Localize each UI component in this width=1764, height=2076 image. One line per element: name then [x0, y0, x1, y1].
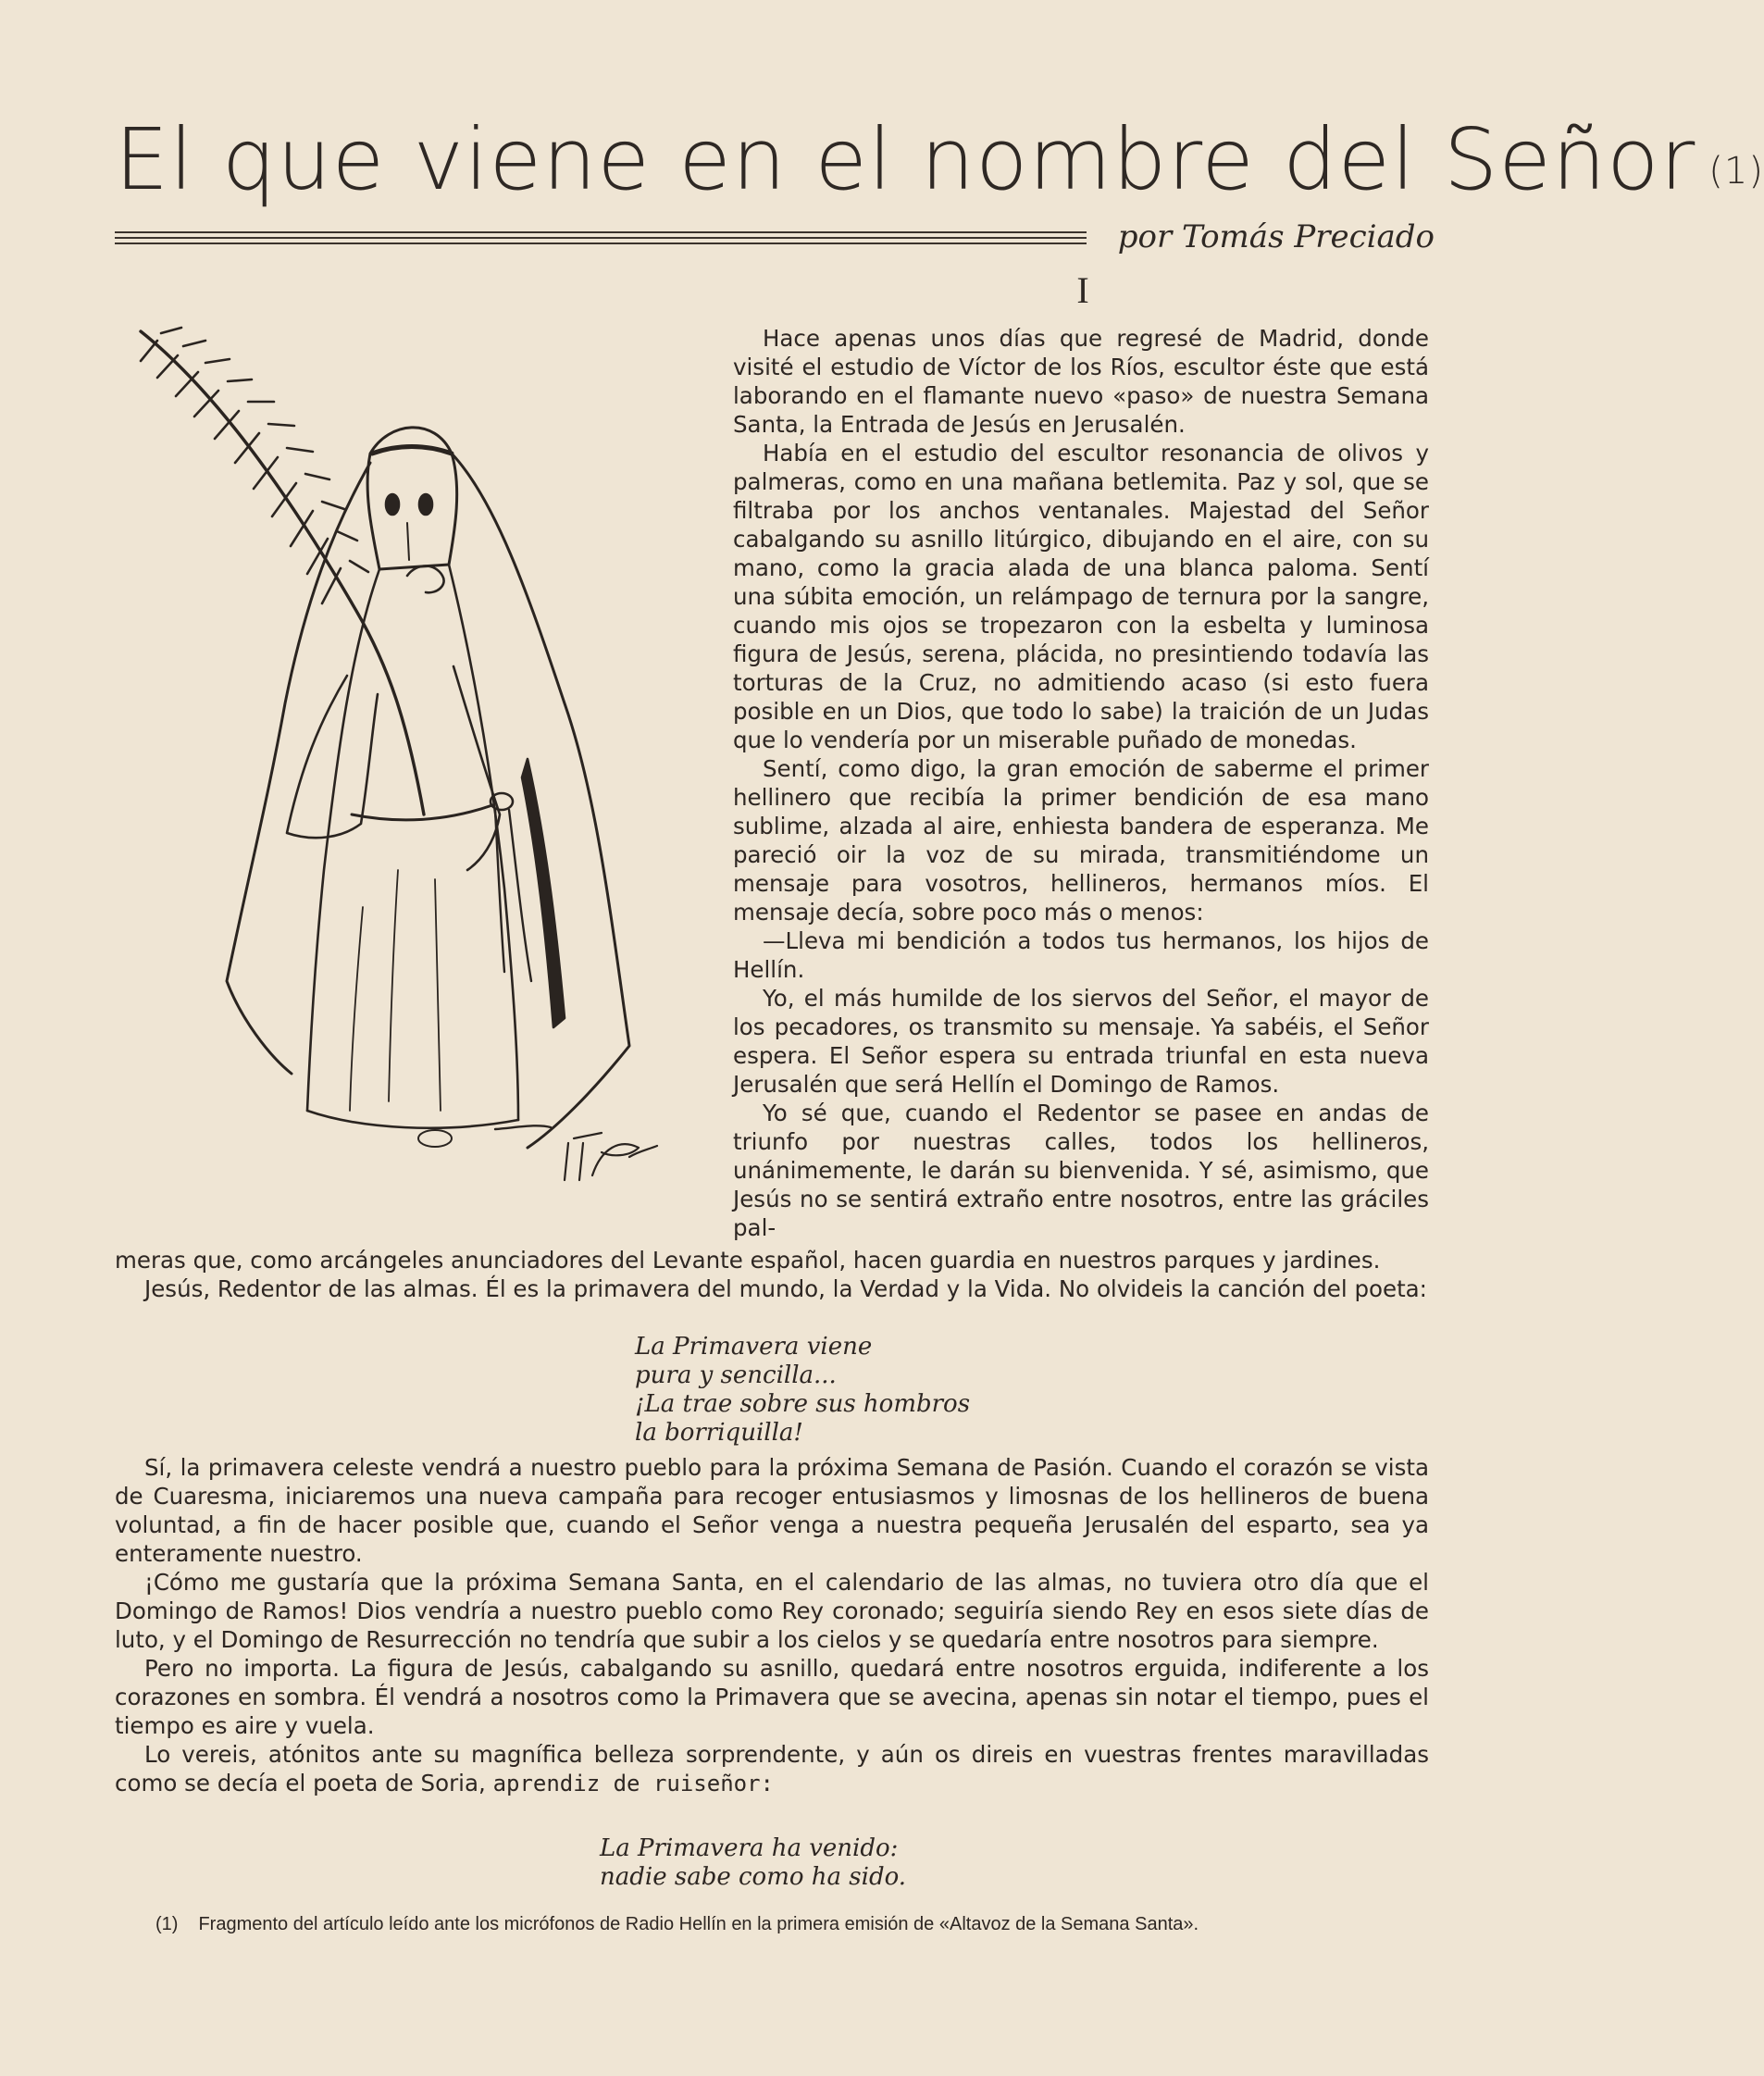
paragraph: Jesús, Redentor de las almas. Él es la primavera del mundo, la Verdad y la Vida. No olvideis la canción del poeta:: [144, 1275, 1427, 1302]
verse-line: nadie sabe como ha sido.: [600, 1863, 907, 1891]
title-text: El que viene en el nombre del Señor: [115, 110, 1696, 209]
paragraph: Yo, el más humilde de los siervos del Señor, el mayor de los pecadores, os transmito su mensaje. Ya sabéis, el Señor espera. El Señor espera su entrada triunfal en esta nueva Jerusalén que será Hellín el Domingo de Ramos.: [733, 985, 1429, 1098]
paragraph: ¡Cómo me gustaría que la próxima Semana Santa, en el calendario de las almas, no tuviera otro día que el Domingo de Ramos! Dios vendría a nuestro pueblo como Rey coronado; seguiría siendo Rey en esos siete días de luto, y el Domingo de Resurrección no tendría que subir a los cielos y se quedaría entre nosotros para siempre.: [115, 1569, 1429, 1653]
article-title: [115, 109, 1764, 222]
hooded-penitent-illustration: [130, 315, 722, 1212]
paragraph: Hace apenas unos días que regresé de Madrid, donde visité el estudio de Víctor de los Ríos, escultor éste que está laborando en el flamante nuevo «paso» de nuestra Semana Santa, la Entrada de Jesús en Jerusalén.: [733, 325, 1429, 438]
verse-line: La Primavera ha venido:: [600, 1834, 899, 1862]
paragraph-continuation: meras que, como arcángeles anunciadores del Levante español, hacen guardia en nuestros parques y jardines.: [115, 1247, 1381, 1274]
cape: [452, 454, 629, 1148]
verse-line: la borriquilla!: [635, 1419, 803, 1447]
author-byline: por Tomás Preciado: [1117, 218, 1435, 255]
verse-primavera-viene: [635, 1333, 970, 1448]
verse-primavera-ha-venido: [600, 1834, 906, 1892]
footnote-mark: (1): [155, 1914, 179, 1934]
artist-signature: [565, 1133, 657, 1180]
paragraph: [115, 1740, 1429, 1798]
full-width-text-top: [115, 1246, 1429, 1303]
verse-line: ¡La trae sobre sus hombros: [635, 1390, 971, 1418]
paragraph: Sentí, como digo, la gran emoción de saberme el primer hellinero que recibía la primer bendición de esa mano sublime, alzada al aire, enhiesta bandera de esperanza. Me pareció oir la voz de su mirada, transmitiéndome un mensaje para vosotros, hellineros, hermanos míos. El mensaje decía, sobre poco más o menos:: [733, 755, 1429, 926]
verse-line: La Primavera viene: [635, 1333, 873, 1361]
section-number: I: [1076, 269, 1089, 311]
paragraph: Había en el estudio del escultor resonancia de olivos y palmeras, como en una mañana betlemita. Paz y sol, que se filtraba por los anchos ventanales. Majestad del Señor cabalgando su asnillo litúrgico, dibujando en el aire, con su mano, como la gracia alada de una blanca paloma. Sentí una súbita emoción, un relámpago de ternura por la sangre, cuando mis ojos se tropezaron con la esbelta y luminosa figura de Jesús, serena, plácida, no presintiendo todavía las torturas de la Cruz, no admitiendo acaso (si esto fuera posible en un Dios, que todo lo sabe) la traición de un Judas que lo vendería por un miserable puñado de monedas.: [733, 440, 1429, 753]
paragraph: Yo sé que, cuando el Redentor se pasee en andas de triunfo por nuestras calles, todos los hellineros, unánimemente, le darán su bienvenida. Y sé, asimismo, que Jesús no se sentirá extraño entre nosotros, entre las gráciles pal-: [733, 1100, 1429, 1241]
verse-line: pura y sencilla...: [635, 1361, 837, 1389]
highlighted-phrase: aprendiz de ruiseñor:: [492, 1771, 774, 1796]
title-rule: [115, 230, 1087, 248]
paragraph: Pero no importa. La figura de Jesús, cabalgando su asnillo, quedará entre nosotros erguida, indiferente a los corazones en sombra. Él vendrá a nosotros como la Primavera que se avecina, apenas sin notar el tiempo, pues el tiempo es aire y vuela.: [115, 1655, 1429, 1739]
paragraph-text: Lo vereis, atónitos ante su magnífica belleza sorprendente, y aún os direis en vuestras frentes maravilladas como se decía el poeta de Soria,: [115, 1741, 1429, 1796]
paragraph-quote: —Lleva mi bendición a todos tus hermanos, los hijos de Hellín.: [733, 927, 1429, 983]
title-footnote-mark: (1): [1708, 150, 1764, 193]
paragraph: Sí, la primavera celeste vendrá a nuestro pueblo para la próxima Semana de Pasión. Cuando el corazón se vista de Cuaresma, iniciaremos una nueva campaña para recoger entusiasmos y limosnas de los hellineros de buena voluntad, a fin de hacer posible que, cuando el Señor venga a nuestra pequeña Jerusalén del esparto, sea ya enteramente nuestro.: [115, 1454, 1429, 1567]
footnote-text: Fragmento del artículo leído ante los micrófonos de Radio Hellín en la primera emisión de «Altavoz de la Semana Santa».: [198, 1914, 1199, 1934]
palm-frond-icon: [141, 328, 424, 814]
full-width-text-bottom: [115, 1453, 1429, 1798]
right-column-text: [733, 324, 1429, 1242]
footnote: [155, 1914, 1451, 1935]
